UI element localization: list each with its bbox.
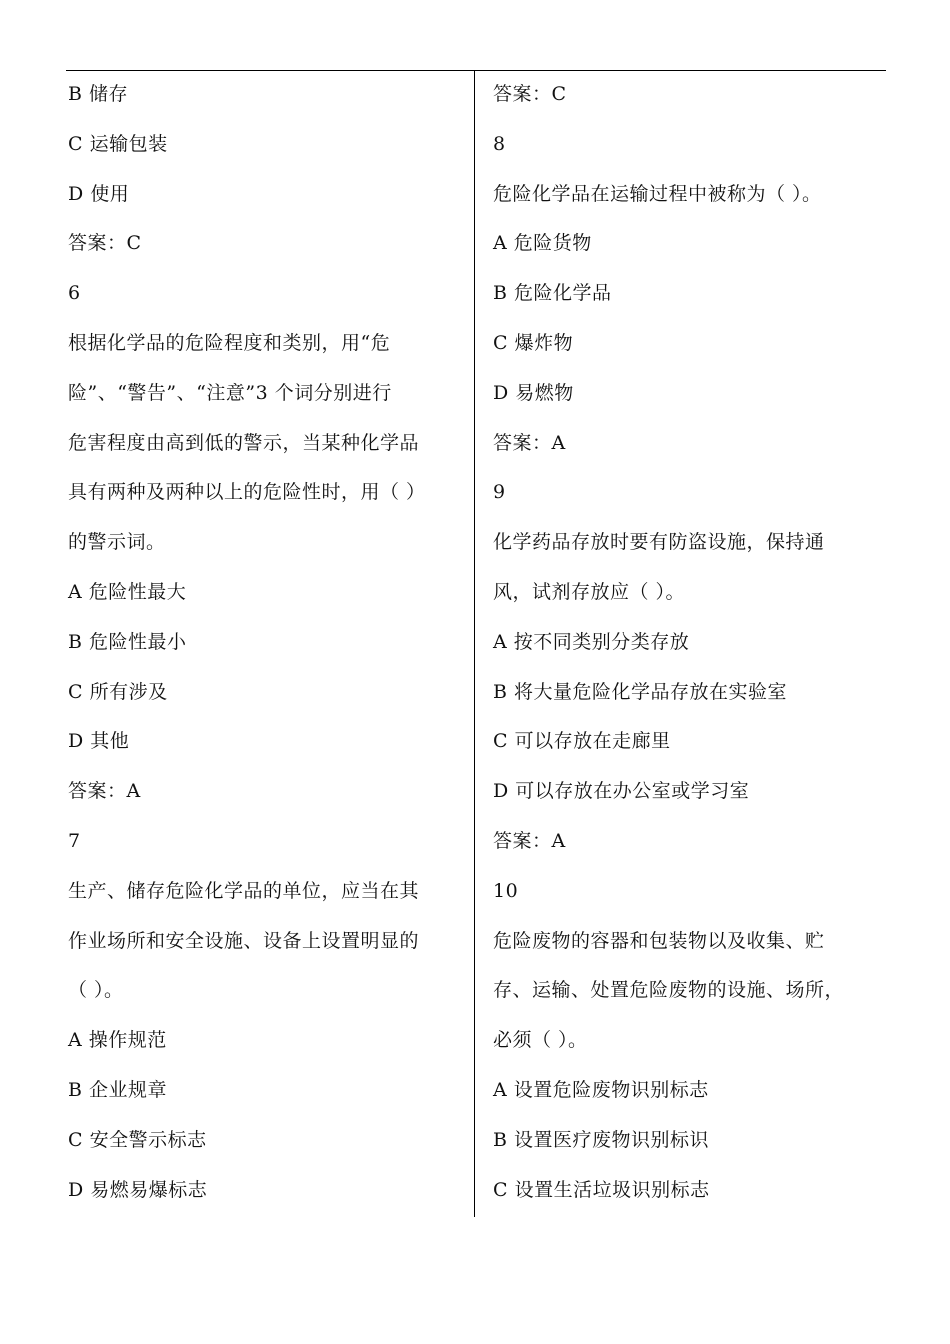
text-line: 作业场所和安全设施、设备上设置明显的 [68, 929, 420, 952]
text-line: 危险废物的容器和包装物以及收集、贮 [493, 929, 825, 952]
text-line: C 运输包装 [68, 132, 168, 155]
text-line: （ ）。 [68, 979, 124, 1002]
question-number: 9 [493, 481, 506, 504]
text-line: 存、运输、处置危险废物的设施、场所， [493, 979, 845, 1002]
option-line: C 可以存放在走廊里 [493, 730, 671, 753]
option-line: B 企业规章 [68, 1078, 168, 1101]
option-line: C 爆炸物 [493, 331, 574, 354]
text-line: 风，试剂存放应（ ）。 [493, 580, 686, 603]
right-column [493, 70, 873, 1215]
option-line: D 其他 [68, 730, 130, 753]
option-line: D 可以存放在办公室或学习室 [493, 780, 750, 803]
option-line: A 危险货物 [493, 232, 592, 255]
question-number: 10 [493, 879, 519, 902]
answer-line: 答案：A [493, 431, 566, 454]
answer-line: 答案：A [493, 829, 566, 852]
question-number: 8 [493, 132, 506, 155]
option-line: D 易燃易爆标志 [68, 1178, 208, 1201]
option-line: A 设置危险废物识别标志 [493, 1078, 709, 1101]
question-number: 7 [68, 829, 81, 852]
text-line: 具有两种及两种以上的危险性时，用（ ） [68, 481, 426, 504]
text-line: 化学药品存放时要有防盗设施，保持通 [493, 531, 825, 554]
text-line: 危险化学品在运输过程中被称为（ ）。 [493, 182, 822, 205]
option-line: C 设置生活垃圾识别标志 [493, 1178, 710, 1201]
text-line: 危害程度由高到低的警示，当某种化学品 [68, 431, 420, 454]
option-line: B 危险性最小 [68, 630, 187, 653]
option-line: C 安全警示标志 [68, 1128, 207, 1151]
option-line: A 危险性最大 [68, 580, 187, 603]
column-divider [474, 70, 475, 1217]
option-line: D 易燃物 [493, 381, 574, 404]
text-line: 的警示词。 [68, 531, 166, 554]
option-line: A 操作规范 [68, 1029, 167, 1052]
option-line: B 危险化学品 [493, 282, 612, 305]
option-line: B 将大量危险化学品存放在实验室 [493, 680, 788, 703]
text-line: 险”、“警告”、“注意”3 个词分别进行 [68, 381, 392, 404]
question-number: 6 [68, 282, 81, 305]
text-line: 必须（ ）。 [493, 1029, 588, 1052]
answer-line: 答案：C [493, 83, 567, 105]
option-line: C 所有涉及 [68, 680, 168, 703]
left-column [68, 70, 463, 1215]
option-line: B 设置医疗废物识别标识 [493, 1128, 710, 1151]
option-line: A 按不同类别分类存放 [493, 630, 690, 653]
text-line: 根据化学品的危险程度和类别，用“危 [68, 331, 391, 354]
text-line: 生产、储存危险化学品的单位，应当在其 [68, 879, 420, 902]
answer-line: 答案：A [68, 780, 141, 803]
text-line: D 使用 [68, 182, 130, 205]
text-line: B 储存 [68, 83, 129, 105]
answer-line: 答案：C [68, 232, 142, 255]
